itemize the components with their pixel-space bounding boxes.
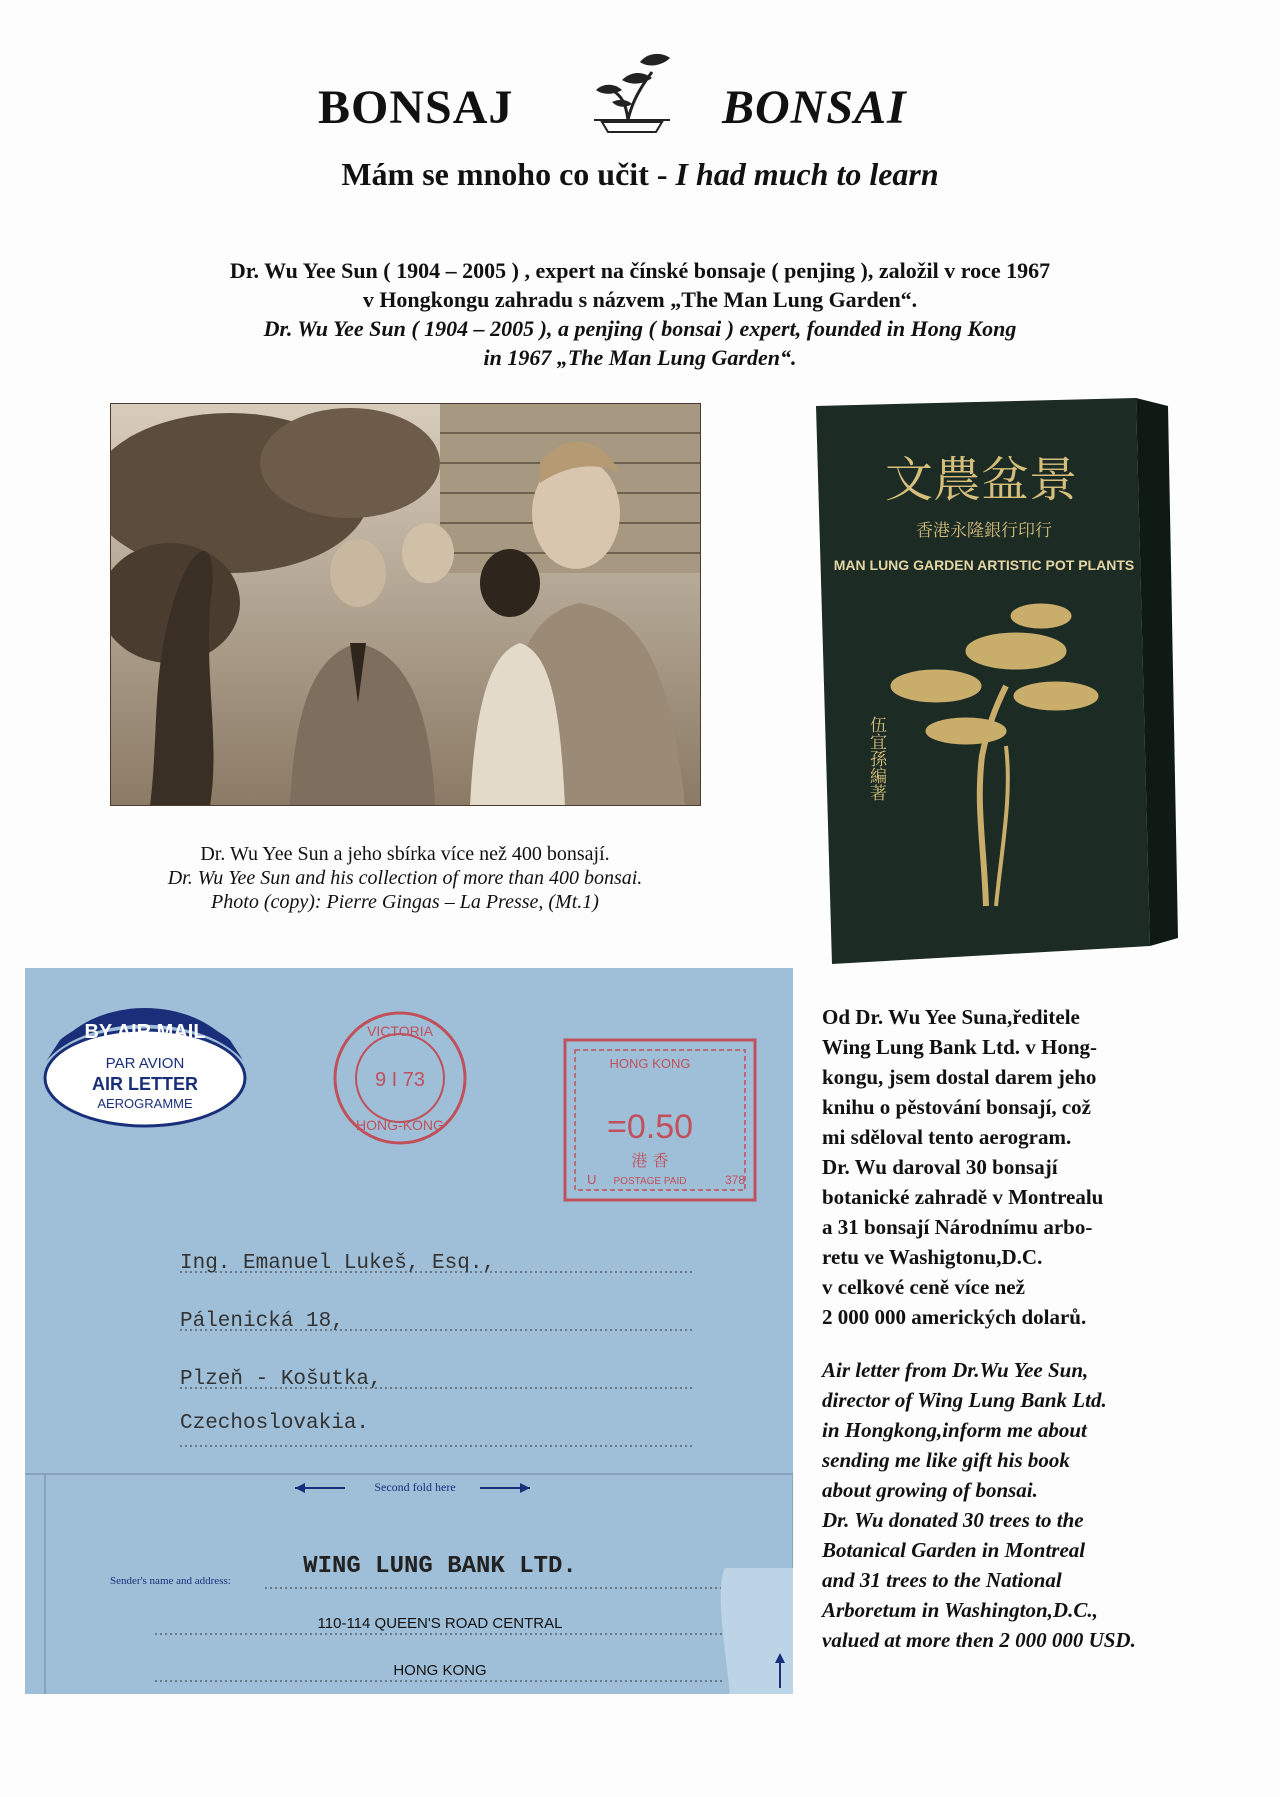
book-subtitle-cn: 香港永隆銀行印行 (916, 521, 1052, 541)
side-en-line: in Hongkong,inform me about (822, 1418, 1087, 1442)
side-en-line: Arboretum in Washington,D.C., (822, 1598, 1098, 1622)
postmark-date-text: 9 I 73 (374, 1069, 426, 1091)
postmark-top-text: VICTORIA (367, 1023, 433, 1039)
meter-top-text: HONG KONG (609, 1056, 691, 1071)
air-letter-text: AIR LETTER (92, 1074, 198, 1094)
aerogramme-text: AEROGRAMME (97, 1096, 193, 1111)
meter-chinese-text: 港 香 (631, 1151, 669, 1170)
side-en-line: Air letter from Dr.Wu Yee Sun, (822, 1358, 1089, 1382)
airmail-banner-text: BY AIR MAIL (84, 1021, 206, 1043)
side-en-line: Botanical Garden in Montreal (822, 1538, 1086, 1562)
intro-cz-line1: Dr. Wu Yee Sun ( 1904 – 2005 ) , expert na čínské bonsaje ( penjing ), založil v roce 1967 (229, 258, 1051, 283)
postmark-bottom-text: HONG-KONG (356, 1117, 444, 1133)
meter-value-text: =0.50 (606, 1108, 694, 1146)
side-en-line: about growing of bonsai. (822, 1478, 1038, 1502)
sender-street: 110-114 QUEEN'S ROAD CENTRAL (317, 1615, 563, 1632)
side-en-line: and 31 trees to the National (822, 1568, 1062, 1592)
par-avion-text: PAR AVION (105, 1055, 185, 1072)
book-title-cn: 文農盆景 (884, 452, 1078, 508)
caption-czech: Dr. Wu Yee Sun a jeho sbírka více než 400 bonsají. (200, 843, 610, 865)
sender-city: HONG KONG (393, 1662, 487, 1679)
subtitle-separator: - (656, 156, 668, 192)
side-cz-line: mi sděloval tento aerogram. (822, 1125, 1072, 1149)
side-text-czech (822, 1002, 1103, 1332)
sepia-photo-dr-wu (110, 403, 701, 806)
intro-en-line1: Dr. Wu Yee Sun ( 1904 – 2005 ), a penjing ( bonsai ) expert, founded in Hong Kong (263, 316, 1017, 341)
bonsai-logo-icon (582, 44, 682, 134)
meter-letter-text: U (587, 1172, 597, 1187)
address-line-3: Plzeň - Košutka, (180, 1368, 382, 1391)
address-line-2: Pálenická 18, (180, 1310, 344, 1333)
page-title-english: BONSAI (722, 81, 907, 134)
book-title-en: MAN LUNG GARDEN ARTISTIC POT PLANTS (833, 557, 1135, 573)
sender-name: WING LUNG BANK LTD. (303, 1553, 577, 1580)
side-cz-line: knihu o pěstování bonsají, což (822, 1095, 1091, 1119)
address-line-4: Czechoslovakia. (180, 1412, 370, 1435)
side-cz-line: kongu, jsem dostal darem jeho (822, 1065, 1097, 1089)
side-en-line: sending me like gift his book (822, 1448, 1070, 1472)
subtitle-english: I had much to learn (675, 156, 939, 192)
photo-caption (100, 842, 710, 914)
intro-text (0, 256, 1280, 372)
fold-note-text: Second fold here (374, 1480, 456, 1494)
address-line-1: Ing. Emanuel Lukeš, Esq., (180, 1252, 496, 1275)
side-cz-line: retu ve Washigtonu,D.C. (822, 1245, 1043, 1269)
side-cz-line: a 31 bonsají Národnímu arbo- (822, 1215, 1093, 1239)
side-cz-line: 2 000 000 amerických dolarů. (822, 1305, 1087, 1329)
caption-english: Dr. Wu Yee Sun and his collection of more than 400 bonsai. (167, 867, 643, 889)
side-text-english (822, 1355, 1136, 1655)
side-en-line: Dr. Wu donated 30 trees to the (822, 1508, 1084, 1532)
sender-label: Sender's name and address: (110, 1575, 231, 1587)
intro-en-line2: in 1967 „The Man Lung Garden“. (483, 345, 797, 370)
side-cz-line: Od Dr. Wu Yee Suna,ředitele (822, 1005, 1080, 1029)
side-cz-line: Wing Lung Bank Ltd. v Hong- (822, 1035, 1098, 1059)
side-cz-line: Dr. Wu daroval 30 bonsají (822, 1155, 1058, 1179)
side-cz-line: v celkové ceně více než (822, 1275, 1025, 1299)
page-title-czech: BONSAJ (318, 81, 514, 134)
meter-number-text: 378 (725, 1173, 746, 1187)
side-en-line: valued at more then 2 000 000 USD. (822, 1628, 1136, 1652)
book-author-cn: 伍宜孫編著 (866, 716, 886, 801)
subtitle-czech: Mám se mnoho co učit (341, 156, 649, 192)
intro-cz-line2: v Hongkongu zahradu s názvem „The Man Lung Garden“. (362, 287, 918, 312)
page-subtitle (0, 156, 1280, 193)
side-cz-line: botanické zahradě v Montrealu (822, 1185, 1104, 1209)
meter-bottom-text: POSTAGE PAID (613, 1176, 687, 1187)
side-en-line: director of Wing Lung Bank Ltd. (822, 1388, 1107, 1412)
caption-credit: Photo (copy): Pierre Gingas – La Presse, (Mt.1) (211, 891, 599, 913)
book-cover (806, 386, 1180, 966)
aerogram (25, 968, 793, 1694)
